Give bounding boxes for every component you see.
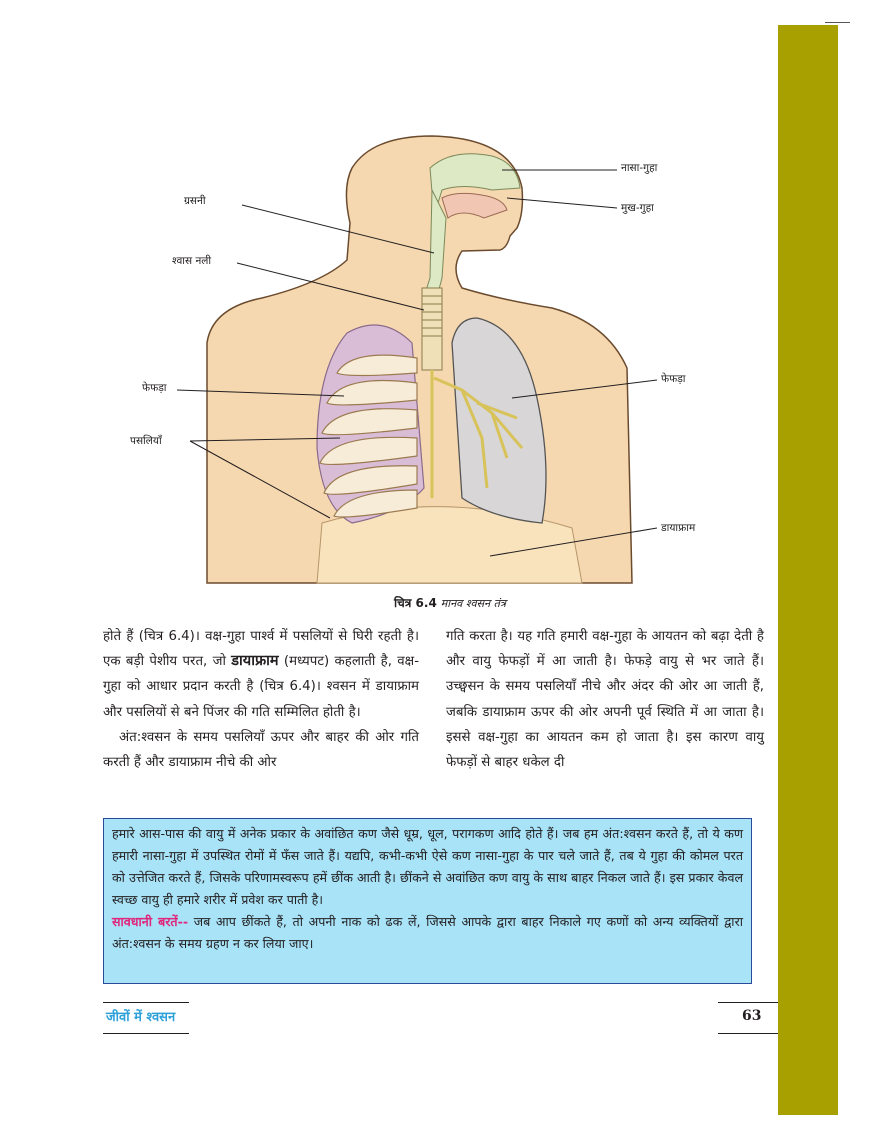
chapter-side-band: [778, 25, 838, 1115]
label-windpipe: श्वास नली: [172, 255, 212, 267]
trachea-shape: [422, 288, 442, 370]
footer-chapter-title: जीवों में श्वसन: [106, 1010, 176, 1025]
term-diaphragm: डायाफ्राम: [231, 653, 279, 670]
corner-crop-mark: [825, 22, 850, 23]
label-nasal-cavity: नासा-गुहा: [621, 162, 658, 174]
info-box-caution: [112, 911, 743, 955]
figure-caption-title: मानव श्वसन तंत्र: [440, 597, 506, 610]
footer-rule-right-top: [718, 1002, 778, 1003]
label-lung-left: फेफड़ा: [142, 382, 167, 394]
caution-label: सावधानी बरतें--: [112, 913, 189, 929]
paragraph-exhalation: गति करता है। यह गति हमारी वक्ष-गुहा के आयतन को बढ़ा देती है और वायु फेफड़ों में आ जाती है। फेफड़े वायु से भर जाते हैं। उच्छ्वसन के समय पसलियाँ नीचे और अंदर की ओर आ जाती हैं, जबकि डायाफ्राम ऊपर की ओर अपनी पूर्व स्थिति में आ जाता है। इससे वक्ष-गुहा का आयतन कम हो जाता है। इस कारण वायु फेफड़ों से बाहर धकेल दी: [446, 629, 764, 771]
paragraph-text: (मध्यपट) कहलाती है, वक्ष-गुहा को आधार प्रदान करती है (चित्र 6.4)। श्वसन में डायाफ्राम और पसलियों से बने पिंजर की गति सम्मिलित होती है।: [103, 654, 419, 720]
label-diaphragm: डायाफ्राम: [661, 522, 696, 534]
label-ribs: पसलियाँ: [130, 435, 162, 447]
paragraph-diaphragm: [103, 624, 419, 725]
label-pharynx: ग्रसनी: [184, 195, 206, 207]
page-number: 63: [742, 1008, 762, 1024]
footer-rule-left-top: [103, 1002, 189, 1003]
label-lung-right: फेफड़ा: [661, 373, 686, 385]
footer-rule-right-bottom: [718, 1033, 778, 1034]
caution-text: जब आप छींकते हैं, तो अपनी नाक को ढक लें, जिससे आपके द्वारा बाहर निकाले गए कणों को अन्य व्यक्तियों द्वारा अंत:श्वसन के समय ग्रहण न कर लिया जाए।: [112, 913, 743, 951]
respiratory-system-figure: [112, 128, 712, 588]
paragraph-inhalation: अंत:श्वसन के समय पसलियाँ ऊपर और बाहर की ओर गति करती हैं और डायाफ्राम नीचे की ओर: [103, 729, 419, 771]
paragraph-text: होते हैं (चित्र 6.4)। वक्ष-गुहा पार्श्व में पसलियों से घिरी रहती है। एक बड़ी पेशीय परत, जो: [103, 629, 419, 670]
info-box-text: हमारे आस-पास की वायु में अनेक प्रकार के अवांछित कण जैसे धूम्र, धूल, परागकण आदि होते हैं। जब हम अंत:श्वसन करते हैं, तो ये कण हमारी नासा-गुहा में उपस्थित रोमों में फँस जाते हैं। यद्यपि, कभी-कभी ऐसे कण नासा-गुहा के पार चले जाते हैं, तब ये गुहा की कोमल परत को उत्तेजित करते हैं, जिसके परिणामस्वरूप हमें छींक आती है। छींकने से अवांछित कण वायु के साथ बाहर निकल जाते हैं। इस प्रकार केवल स्वच्छ वायु ही हमारे शरीर में प्रवेश कर पाती है।: [112, 826, 743, 907]
body-column-left: [103, 624, 419, 775]
label-mouth-cavity: मुख-गुहा: [621, 202, 654, 214]
body-column-right: [446, 624, 764, 775]
footer-rule-left-bottom: [103, 1033, 189, 1034]
figure-caption: [340, 594, 560, 611]
figure-caption-number: चित्र 6.4: [394, 596, 437, 610]
info-box: [103, 818, 752, 984]
